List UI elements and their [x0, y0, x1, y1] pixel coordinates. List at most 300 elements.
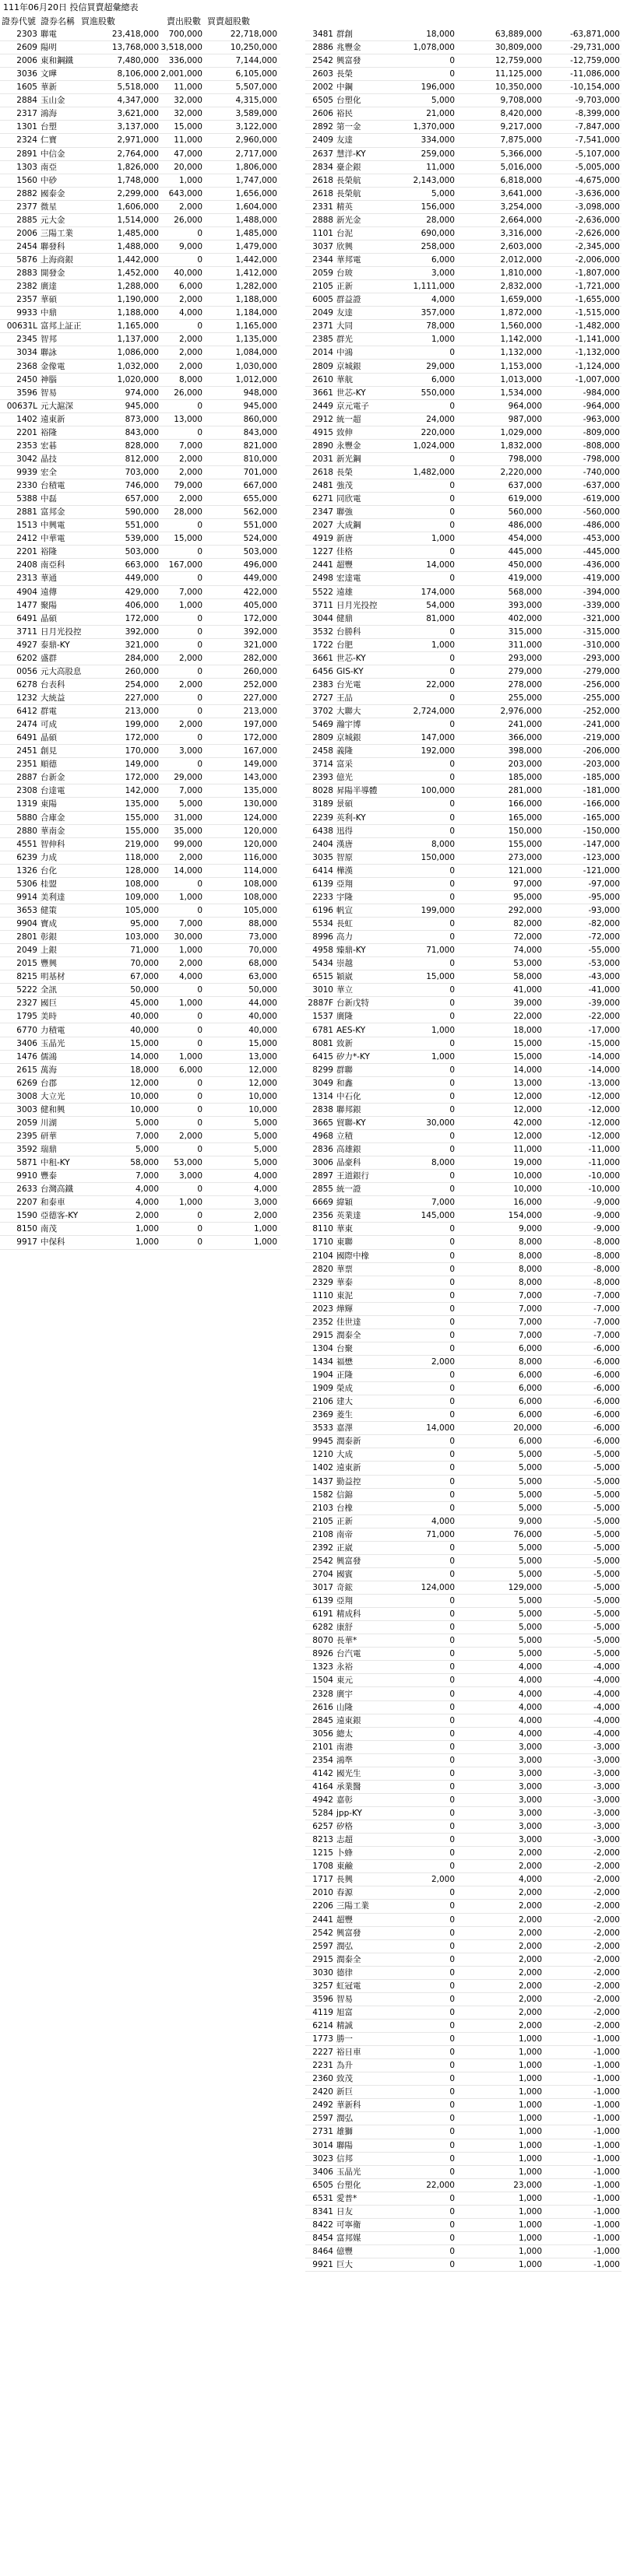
table-row: [305, 679, 621, 692]
cell-name: 裕隆: [40, 427, 57, 437]
cell-sell: 0: [197, 1038, 202, 1048]
cell-name: 鴻準: [336, 1755, 353, 1765]
cell-buy: 2,764,000: [117, 149, 159, 159]
cell-buy: 254,000: [125, 679, 159, 690]
cell-buy: 0: [449, 481, 455, 491]
cell-sell: 9,000: [518, 1224, 542, 1234]
cell-sell: 1,000: [178, 600, 202, 610]
cell-net: -2,345,000: [575, 241, 620, 251]
cell-buy: 258,000: [421, 241, 455, 251]
cell-sell: 2,000: [518, 1941, 542, 1951]
table-row: [305, 41, 621, 54]
cell-net: -252,000: [583, 707, 620, 717]
cell-net: -41,000: [588, 985, 620, 995]
cell-sell: 2,000: [518, 2007, 542, 2017]
cell-code: 2820: [312, 1264, 333, 1274]
table-row: [305, 1886, 621, 1900]
table-row: [305, 639, 621, 652]
cell-name: 川湖: [40, 1118, 57, 1128]
cell-name: 英業達: [336, 1211, 361, 1221]
cell-code: 2103: [312, 1503, 333, 1513]
cell-sell: 7,000: [178, 919, 202, 929]
cell-net: -39,000: [588, 998, 620, 1009]
cell-name: 遠東新: [336, 1463, 361, 1473]
cell-buy: 0: [449, 1091, 455, 1101]
cell-name: 東陽: [40, 799, 57, 809]
cell-net: 44,000: [248, 998, 277, 1009]
table-row: [0, 957, 280, 970]
cell-buy: 15,000: [426, 972, 455, 982]
cell-net: -1,721,000: [575, 282, 620, 292]
table-row: [305, 1077, 621, 1090]
cell-buy: 0: [449, 1476, 455, 1486]
cell-buy: 0: [449, 666, 455, 676]
table-row: [305, 812, 621, 825]
cell-name: 致新: [336, 1038, 353, 1048]
cell-code: 3030: [312, 1967, 333, 1978]
cell-net: -5,000: [593, 1503, 620, 1513]
cell-code: 3406: [16, 1038, 37, 1048]
cell-code: 2324: [16, 135, 37, 146]
cell-sell: 2,000: [178, 295, 202, 305]
cell-sell: 95,000: [513, 892, 542, 902]
cell-buy: 0: [449, 2193, 455, 2203]
cell-code: 4164: [312, 1781, 333, 1792]
cell-buy: 0: [449, 1277, 455, 1287]
table-row: [305, 1568, 621, 1581]
cell-net: -419,000: [583, 574, 620, 584]
cell-code: 5469: [312, 720, 333, 730]
table-row: [0, 944, 280, 957]
cell-sell: 560,000: [508, 507, 542, 518]
cell-net: -63,871,000: [570, 30, 620, 39]
cell-sell: 5,000: [518, 1649, 542, 1659]
cell-net: -2,000: [593, 1901, 620, 1911]
cell-net: -6,000: [593, 1343, 620, 1353]
cell-code: 9933: [16, 308, 37, 318]
cell-buy: 71,000: [426, 1529, 455, 1539]
cell-net: -310,000: [583, 640, 620, 650]
cell-net: 821,000: [243, 440, 277, 451]
cell-sell: 4,000: [518, 1875, 542, 1885]
cell-code: 2105: [312, 1516, 333, 1526]
table-row: [305, 387, 621, 400]
cell-name: 陽明: [40, 43, 57, 53]
cell-name: 大成: [336, 1450, 353, 1460]
cell-buy: 100,000: [421, 786, 455, 796]
cell-name: 福懋: [336, 1357, 353, 1367]
cell-code: 9921: [312, 2260, 333, 2270]
cell-code: 2885: [16, 215, 37, 225]
cell-code: 4142: [312, 1768, 333, 1778]
table-row: [305, 1369, 621, 1382]
cell-code: 8341: [312, 2206, 333, 2216]
cell-net: -5,000: [593, 1623, 620, 1633]
table-row: [0, 519, 280, 532]
cell-code: 8150: [16, 1224, 37, 1234]
cell-buy: 145,000: [421, 1211, 455, 1221]
cell-name: 台塑: [40, 122, 57, 132]
table-row: [0, 346, 280, 360]
cell-name: 華航: [336, 374, 353, 384]
cell-net: -12,759,000: [570, 56, 620, 66]
cell-buy: 0: [449, 1264, 455, 1274]
cell-name: 南亞: [40, 162, 57, 172]
cell-buy: 2,971,000: [117, 135, 159, 146]
cell-code: 2597: [312, 2114, 333, 2124]
cell-net: -1,000: [593, 2061, 620, 2071]
cell-buy: 0: [449, 1928, 455, 1938]
table-row: [305, 68, 621, 81]
cell-name: 英利-KY: [336, 812, 366, 823]
table-row: [0, 1117, 280, 1130]
cell-buy: 196,000: [421, 82, 455, 93]
cell-code: 3714: [312, 760, 333, 770]
cell-code: 2006: [16, 228, 37, 238]
cell-net: -5,107,000: [575, 149, 620, 159]
table-row: [0, 1064, 280, 1077]
cell-name: 華東: [336, 1224, 353, 1234]
cell-buy: 4,347,000: [117, 96, 159, 106]
table-row: [305, 1953, 621, 1967]
cell-sell: 1,000: [518, 2153, 542, 2164]
cell-buy: 0: [449, 720, 455, 730]
cell-sell: 4,000: [518, 1676, 542, 1686]
table-row: [305, 1316, 621, 1329]
table-row: [305, 891, 621, 904]
cell-net: 213,000: [243, 707, 277, 717]
table-row: [0, 825, 280, 838]
table-row: [0, 360, 280, 374]
cell-net: 701,000: [243, 467, 277, 477]
cell-name: 新光鋼: [336, 454, 361, 464]
cell-sell: 28,000: [174, 507, 202, 518]
table-row: [305, 2072, 621, 2086]
cell-net: -5,000: [593, 1463, 620, 1473]
cell-name: 中鼎: [40, 308, 57, 318]
cell-sell: 7,000: [518, 1330, 542, 1340]
cell-net: -5,000: [593, 1476, 620, 1486]
cell-net: -964,000: [583, 401, 620, 411]
cell-name: 智易: [40, 388, 57, 398]
cell-sell: 2,000: [518, 1888, 542, 1898]
cell-buy: 70,000: [130, 959, 159, 969]
cell-buy: 142,000: [125, 786, 159, 796]
cell-buy: 0: [449, 521, 455, 531]
cell-code: 6491: [16, 613, 37, 623]
table-row: [0, 918, 280, 931]
cell-code: 2542: [312, 1556, 333, 1566]
cell-name: 亞翔: [336, 1596, 353, 1606]
cell-buy: 0: [449, 653, 455, 663]
cell-name: 同欣電: [336, 494, 361, 504]
cell-net: -97,000: [588, 879, 620, 889]
table-row: [305, 1515, 621, 1528]
cell-buy: 1,452,000: [117, 268, 159, 279]
cell-buy: 1,288,000: [117, 282, 159, 292]
table-row: [305, 865, 621, 878]
cell-name: 台勝科: [336, 626, 361, 637]
table-row: [305, 1382, 621, 1395]
cell-buy: 0: [449, 56, 455, 66]
cell-sell: 393,000: [508, 600, 542, 610]
cell-code: 9910: [16, 1171, 37, 1181]
cell-name: 勤益控: [336, 1476, 361, 1486]
cell-name: 大聯大: [336, 707, 361, 717]
cell-name: 大同: [336, 321, 353, 332]
table-row: [0, 798, 280, 811]
table-row: [0, 1170, 280, 1183]
cell-code: 8028: [312, 786, 333, 796]
cell-buy: 174,000: [421, 587, 455, 597]
cell-net: -93,000: [588, 905, 620, 915]
cell-sell: 7,000: [518, 1290, 542, 1300]
cell-name: 廣隆: [336, 1012, 353, 1022]
cell-code: 2731: [312, 2127, 333, 2137]
table-row: [305, 1528, 621, 1542]
cell-code: 5522: [312, 587, 333, 597]
cell-net: 1,479,000: [235, 241, 277, 251]
cell-name: 台肥: [336, 640, 353, 650]
cell-net: 3,122,000: [235, 122, 277, 132]
cell-net: -5,000: [593, 1490, 620, 1500]
cell-net: 2,960,000: [235, 135, 277, 146]
cell-buy: 703,000: [125, 467, 159, 477]
cell-code: 6505: [312, 96, 333, 106]
cell-sell: 0: [197, 1118, 202, 1128]
cell-sell: 2,832,000: [500, 282, 542, 292]
cell-name: 健鼎: [336, 613, 353, 623]
cell-sell: 6,000: [518, 1370, 542, 1381]
table-row: [305, 692, 621, 705]
table-row: [305, 1767, 621, 1781]
table-row: [305, 1834, 621, 1847]
cell-sell: 30,000: [174, 932, 202, 942]
table-row: [305, 2099, 621, 2112]
cell-code: 6415: [312, 1051, 333, 1062]
cell-name: 台泥: [336, 228, 353, 238]
cell-buy: 746,000: [125, 481, 159, 491]
cell-sell: 14,000: [513, 1065, 542, 1075]
cell-net: -4,000: [593, 1728, 620, 1739]
cell-name: jpp-KY: [336, 1809, 362, 1819]
cell-buy: 2,000: [431, 1875, 455, 1885]
cell-net: -637,000: [583, 481, 620, 491]
cell-name: 矽力*-KY: [336, 1051, 370, 1062]
cell-sell: 1,000: [518, 2061, 542, 2071]
table-row: [0, 599, 280, 612]
cell-code: 2201: [16, 427, 37, 437]
cell-buy: 14,000: [426, 560, 455, 570]
table-row: [0, 1209, 280, 1223]
cell-name: 日友: [336, 2206, 353, 2216]
cell-buy: 0: [449, 1104, 455, 1114]
table-row: [305, 626, 621, 639]
cell-buy: 0: [449, 1503, 455, 1513]
cell-code: 3533: [312, 1423, 333, 1434]
cell-sell: 0: [197, 1184, 202, 1195]
cell-buy: 18,000: [426, 30, 455, 39]
header-sell: 賣出股數: [167, 16, 201, 26]
cell-name: 南亞科: [40, 560, 65, 570]
cell-sell: 1,029,000: [500, 427, 542, 437]
cell-code: 2239: [312, 812, 333, 823]
table-row: [305, 1820, 621, 1834]
cell-name: 正崴: [336, 1542, 353, 1553]
cell-code: 2915: [312, 1954, 333, 1964]
cell-net: -9,000: [593, 1224, 620, 1234]
cell-net: -256,000: [583, 679, 620, 690]
cell-net: -10,154,000: [570, 82, 620, 93]
cell-name: 國巨: [40, 998, 57, 1009]
cell-buy: 8,000: [431, 839, 455, 849]
cell-net: -166,000: [583, 799, 620, 809]
cell-net: 252,000: [243, 679, 277, 690]
cell-buy: 213,000: [125, 707, 159, 717]
cell-buy: 259,000: [421, 149, 455, 159]
table-row: [0, 1104, 280, 1117]
cell-name: 新唐: [336, 534, 353, 544]
table-row: [305, 1329, 621, 1342]
cell-sell: 7,000: [518, 1317, 542, 1327]
cell-name: 金像電: [40, 361, 65, 371]
cell-sell: 15,000: [174, 534, 202, 544]
cell-code: 6282: [312, 1623, 333, 1633]
cell-name: 中磊: [40, 494, 57, 504]
cell-name: 力成: [40, 852, 57, 862]
cell-code: 2498: [312, 574, 333, 584]
cell-buy: 0: [449, 1397, 455, 1407]
cell-sell: 241,000: [508, 720, 542, 730]
cell-code: 5222: [16, 985, 37, 995]
cell-buy: 6,000: [431, 255, 455, 265]
cell-net: -6,000: [593, 1384, 620, 1394]
table-row: [305, 440, 621, 453]
cell-buy: 0: [449, 1569, 455, 1579]
cell-name: 中保科: [40, 1237, 65, 1248]
table-row: [305, 1860, 621, 1873]
cell-sell: 82,000: [513, 919, 542, 929]
table-row: [0, 679, 280, 692]
cell-net: -279,000: [583, 666, 620, 676]
cell-buy: 0: [449, 1463, 455, 1473]
table-row: [305, 426, 621, 440]
cell-sell: 3,000: [178, 1171, 202, 1181]
table-row: [0, 374, 280, 387]
cell-sell: 10,000: [513, 1171, 542, 1181]
table-row: [0, 665, 280, 679]
cell-name: 山隆: [336, 1702, 353, 1712]
table-row: [305, 1914, 621, 1927]
cell-name: 國賓: [336, 1569, 353, 1579]
cell-buy: 7,000: [135, 1131, 159, 1141]
cell-buy: 0: [449, 1636, 455, 1646]
cell-name: 全訊: [40, 985, 57, 995]
cell-name: 聯邦銀: [336, 1104, 361, 1114]
table-row: [305, 400, 621, 413]
cell-buy: 0: [449, 1781, 455, 1792]
cell-name: 東鹼: [336, 1862, 353, 1872]
cell-name: 台達電: [40, 786, 65, 796]
cell-net: -1,000: [593, 2220, 620, 2230]
cell-name: 聯詠: [40, 348, 57, 358]
cell-net: -7,000: [593, 1317, 620, 1327]
table-row: [0, 586, 280, 599]
table-row: [0, 639, 280, 652]
table-row: [0, 320, 280, 333]
cell-name: 彰銀: [40, 932, 57, 942]
cell-net: -1,000: [593, 2074, 620, 2084]
cell-sell: 72,000: [513, 932, 542, 942]
table-row: [305, 1156, 621, 1170]
cell-code: 2637: [312, 149, 333, 159]
table-row: [0, 1077, 280, 1090]
cell-sell: 2,012,000: [500, 255, 542, 265]
cell-sell: 5,000: [518, 1596, 542, 1606]
cell-code: 1323: [312, 1662, 333, 1672]
cell-code: 2897: [312, 1171, 333, 1181]
cell-code: 9939: [16, 467, 37, 477]
cell-name: 菱生: [336, 1410, 353, 1420]
cell-name: 臻鼎-KY: [336, 946, 366, 956]
cell-code: 3406: [312, 2167, 333, 2177]
cell-code: 2395: [16, 1131, 37, 1141]
cell-code: 6669: [312, 1198, 333, 1208]
cell-sell: 1,153,000: [500, 361, 542, 371]
table-row: [305, 1794, 621, 1807]
table-row: [305, 2153, 621, 2166]
cell-sell: 13,000: [513, 1078, 542, 1088]
cell-sell: 97,000: [513, 879, 542, 889]
cell-name: 群電: [40, 707, 57, 717]
cell-buy: 0: [449, 69, 455, 79]
cell-code: 6278: [16, 679, 37, 690]
cell-code: 2049: [312, 308, 333, 318]
cell-sell: 155,000: [508, 839, 542, 849]
cell-sell: 1,000: [178, 998, 202, 1009]
table-row: [305, 1542, 621, 1555]
table-row: [305, 148, 621, 161]
cell-name: 統一證: [336, 1184, 361, 1195]
cell-name: 興富發: [336, 1928, 361, 1938]
cell-sell: 41,000: [513, 985, 542, 995]
cell-code: 5284: [312, 1809, 333, 1819]
cell-sell: 1,534,000: [500, 388, 542, 398]
cell-sell: 22,000: [513, 1012, 542, 1022]
cell-sell: 6,000: [518, 1384, 542, 1394]
cell-net: 1,656,000: [235, 188, 277, 198]
cell-sell: 2,000: [518, 1848, 542, 1858]
table-row: [305, 333, 621, 346]
cell-buy: 429,000: [125, 587, 159, 597]
table-row: [305, 1263, 621, 1276]
cell-buy: 0: [449, 1343, 455, 1353]
cell-buy: 0: [449, 1145, 455, 1155]
cell-net: -43,000: [588, 972, 620, 982]
cell-buy: 0: [449, 1742, 455, 1752]
cell-net: -1,000: [593, 2114, 620, 2124]
cell-name: 日月光投控: [336, 600, 378, 610]
cell-net: 405,000: [243, 600, 277, 610]
cell-code: 4551: [16, 839, 37, 849]
table-row: [305, 1927, 621, 1940]
cell-buy: 0: [449, 2087, 455, 2097]
cell-sell: 2,603,000: [500, 241, 542, 251]
cell-name: 元大高股息: [40, 666, 82, 676]
cell-code: 5434: [312, 959, 333, 969]
cell-code: 2331: [312, 202, 333, 212]
cell-net: 282,000: [243, 653, 277, 663]
